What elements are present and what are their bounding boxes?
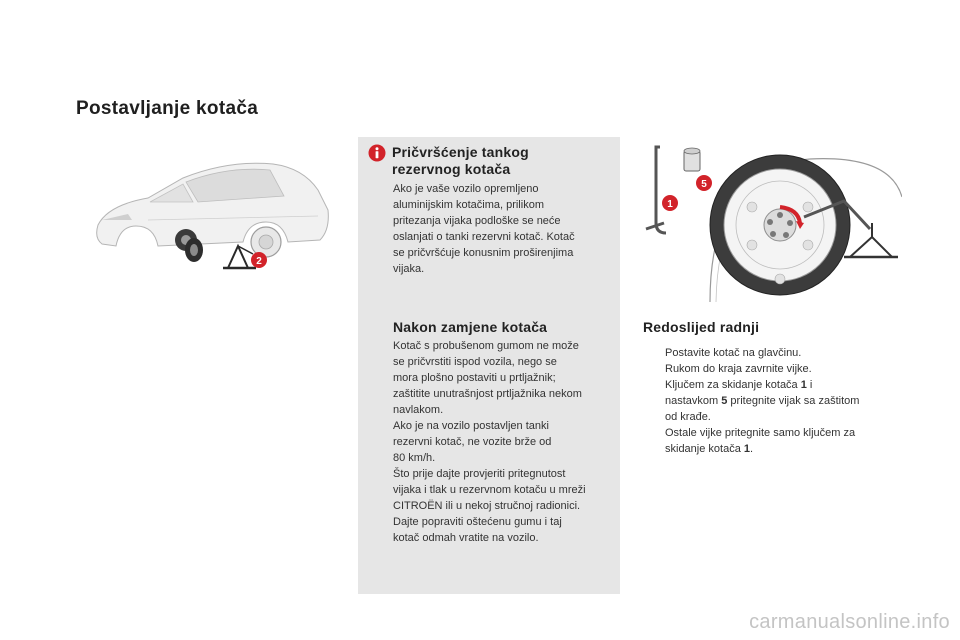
text-line: aluminijskim kotačima, prilikom [393, 199, 544, 211]
text-line: oslanjati o tanki rezervni kotač. Kotač [393, 231, 575, 243]
text-line: zaštitite unutrašnjost prtljažnika nekom [393, 388, 582, 400]
item-number: 5 [721, 395, 728, 407]
after-change-text [393, 338, 617, 546]
step-text: Rukom do kraja zavrnite vijke. [665, 363, 812, 375]
callout-1: 1 [667, 199, 673, 210]
info-box-text [393, 181, 613, 277]
step-text: i [806, 379, 813, 391]
item-number: 1 [743, 443, 751, 455]
info-box-heading-line: Pričvršćenje tankog [392, 144, 529, 160]
step-text: skidanje kotača [665, 443, 744, 455]
text-line: CITROËN ili u nekoj stručnoj radionici. [393, 500, 581, 512]
list-item [643, 361, 893, 377]
list-item [643, 425, 893, 457]
list-item [643, 377, 893, 425]
procedure-steps [643, 345, 893, 457]
text-line: Što prije dajte provjeriti pritegnutost [393, 468, 566, 480]
step-text: Ključem za skidanje kotača [665, 379, 801, 391]
step-text: od krađe. [665, 411, 711, 423]
watermark: carmanualsonline.info [749, 611, 950, 633]
text-line: 80 km/h. [393, 452, 436, 464]
list-item [643, 345, 893, 361]
after-change-heading: Nakon zamjene kotača [393, 319, 548, 335]
step-text: . [750, 443, 754, 455]
text-line: kotač odmah vratite na vozilo. [393, 532, 539, 544]
callout-5: 5 [701, 179, 707, 190]
step-text: Ostale vijke pritegnite samo ključem za [665, 427, 856, 439]
text-line: rezervni kotač, ne vozite brže od [393, 436, 552, 448]
text-line: Ako je na vozilo postavljen tanki [393, 420, 549, 432]
text-line: se pričvršćuje konusnim proširenjima [393, 247, 574, 259]
text-line: Kotač s probušenom gumom ne može [393, 340, 579, 352]
info-icon [368, 144, 386, 162]
page-title: Postavljanje kotača [76, 98, 259, 119]
text-line: navlakom. [393, 404, 444, 416]
wheel-mounting-illustration [640, 137, 902, 302]
text-line: vijaka i tlak u rezervnom kotaču u mreži [393, 484, 586, 496]
step-text: Postavite kotač na glavčinu. [665, 347, 802, 359]
text-line: se pričvrstiti ispod vozila, nego se [393, 356, 557, 368]
text-line: mora plošno postaviti u prtljažnik; [393, 372, 556, 384]
procedure-heading: Redoslijed radnji [643, 319, 760, 335]
info-box-heading-line: rezervnog kotača [392, 161, 511, 177]
text-line: Ako je vaše vozilo opremljeno [393, 183, 539, 195]
info-box-heading [392, 144, 612, 178]
item-number: 1 [800, 379, 807, 391]
text-line: Dajte popraviti oštećenu gumu i taj [393, 516, 562, 528]
callout-2: 2 [256, 256, 262, 267]
step-text: pritegnite vijak sa zaštitom [727, 395, 860, 407]
text-line: pritezanja vijaka podloške se neće [393, 215, 561, 227]
text-line: vijaka. [393, 263, 425, 275]
car-with-jack-illustration [88, 150, 338, 290]
step-text: nastavkom [665, 395, 722, 407]
